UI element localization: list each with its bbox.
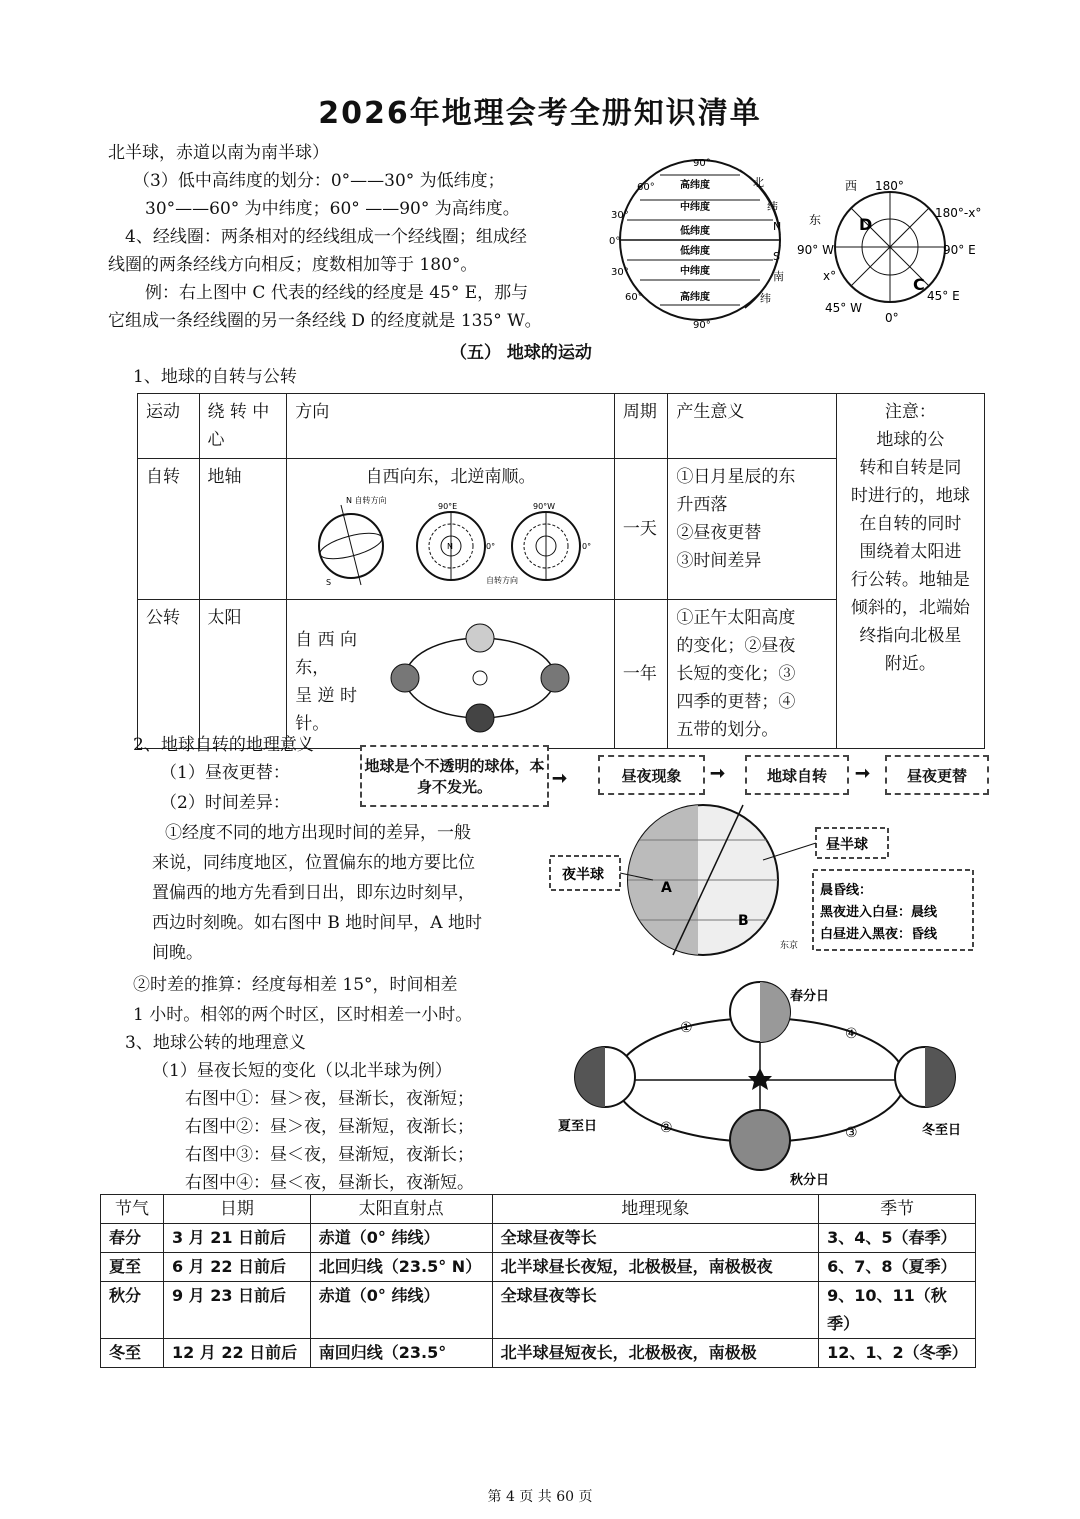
dusk-line-label: 白昼进入黑夜：昏线 — [820, 927, 938, 942]
row2-term: 夏至 — [101, 1253, 164, 1282]
th2-phenomenon: 地理现象 — [492, 1195, 819, 1224]
row3-term: 秋分 — [101, 1282, 164, 1339]
terminator-title: 晨昏线： — [820, 883, 873, 898]
th-direction: 方向 — [287, 394, 615, 459]
lon-label-d: D — [859, 215, 873, 234]
th-period: 周期 — [614, 394, 667, 459]
row4-phenomenon: 北半球昼短夜长，北极极夜，南极极 — [492, 1339, 819, 1368]
row2-date: 6 月 22 日前后 — [163, 1253, 310, 1282]
dawn-line-label: 黑夜进入白昼：晨线 — [820, 905, 938, 920]
intro-line-5: 线圈的两条经线方向相反；度数相加等于 180°。 — [108, 255, 478, 275]
lat-30n: 30° — [611, 210, 629, 221]
rev-motion: 公转 — [138, 600, 200, 749]
subheading-2-1: （1）昼夜更替： — [160, 763, 290, 783]
row3-point: 赤道（0° 纬线） — [310, 1282, 492, 1339]
flow-arrow-1: ➞ — [552, 768, 568, 789]
rot-n-label: N 自转方向 — [345, 496, 387, 505]
band-5: 中纬度 — [680, 266, 710, 277]
time-line-4: 西边时刻晚。如右图中 B 地时间早，A 地时 — [152, 913, 482, 933]
th2-season: 季节 — [819, 1195, 976, 1224]
lat-60n: 60° — [637, 182, 655, 193]
lon-right-top: 180°-x° — [935, 206, 982, 220]
band-3: 低纬度 — [680, 226, 710, 237]
globe-a: A — [661, 880, 672, 896]
orbit-summer: 夏至日 — [558, 1119, 598, 1134]
row4-season: 12、1、2（冬季） — [819, 1339, 976, 1368]
note-cell — [836, 394, 984, 749]
note-8: 终指向北极星 — [859, 626, 962, 646]
orbit-n4: ④ — [845, 1026, 858, 1042]
flow-arrow-3: ➞ — [855, 763, 871, 784]
orbit-winter: 冬至日 — [922, 1123, 962, 1138]
earth-orbit-diagram — [550, 972, 975, 1194]
rot-meaning-1: ①日月星辰的东 — [676, 467, 796, 487]
row2-season: 6、7、8（夏季） — [819, 1253, 976, 1282]
row1-point: 赤道（0° 纬线） — [310, 1224, 492, 1253]
rev-meaning-5: 五带的划分。 — [676, 720, 779, 740]
th2-point: 太阳直射点 — [310, 1195, 492, 1224]
page-title: 2026年地理会考全册知识清单 — [318, 96, 762, 131]
lon-top: 180° — [875, 179, 904, 193]
th2-date: 日期 — [163, 1195, 310, 1224]
rev-center: 太阳 — [199, 600, 287, 749]
rev-period: 一年 — [614, 600, 667, 749]
orbit-spring: 春分日 — [790, 989, 830, 1004]
rev-meaning-1: ①正午太阳高度 — [676, 608, 796, 628]
rot-s-label: S — [325, 578, 331, 586]
globe-tokyo: 东京 — [780, 941, 799, 951]
row3-date: 9 月 23 日前后 — [163, 1282, 310, 1339]
daylength-line-3: 右图中③：昼＜夜，昼渐短，夜渐长； — [185, 1145, 474, 1165]
rot-direction: 自西向东，北逆南顺。 — [365, 467, 536, 487]
row3-phenomenon: 全球昼夜等长 — [492, 1282, 819, 1339]
rot-zero-1: 0° — [485, 542, 495, 551]
lat-label-wei: 纬 — [767, 200, 778, 213]
note-6: 行公转。地轴是 — [850, 570, 970, 590]
note-2: 转和自转是同 — [859, 458, 962, 478]
row3-season: 9、10、11（秋季） — [819, 1282, 976, 1339]
subheading-2-2: （2）时间差异： — [160, 793, 290, 813]
rot-zero-2: 0° — [581, 542, 591, 551]
intro-line-2: （3）低中高纬度的划分：0°——30° 为低纬度； — [133, 171, 505, 191]
row1-phenomenon: 全球昼夜等长 — [492, 1224, 819, 1253]
note-7: 倾斜的，北端始 — [850, 598, 970, 618]
motion-table — [137, 393, 985, 749]
lon-left-x: x° — [823, 269, 837, 283]
rot-center: 地轴 — [199, 459, 287, 600]
row1-term: 春分 — [101, 1224, 164, 1253]
intro-line-1: 北半球，赤道以南为南半球） — [108, 143, 329, 163]
lat-label-nan: 南 — [773, 270, 784, 283]
lat-0: 0° — [609, 236, 621, 247]
lat-label-bei: 北 — [753, 176, 764, 189]
lon-east: 东 — [809, 213, 822, 227]
band-1: 高纬度 — [680, 180, 710, 191]
note-5: 围绕着太阳进 — [859, 542, 962, 562]
note-4: 在自转的同时 — [859, 514, 962, 534]
orbit-n3: ③ — [845, 1125, 858, 1141]
row2-point: 北回归线（23.5° N） — [310, 1253, 492, 1282]
time-line-2: 来说，同纬度地区，位置偏东的地方要比位 — [152, 853, 475, 873]
rot-direction-cell — [287, 459, 615, 600]
flow-box-1: 地球是个不透明的球体，本身不发光。 — [360, 745, 549, 807]
rot-meaning-3: ②昼夜更替 — [676, 523, 762, 543]
day-label: 昼半球 — [826, 837, 868, 853]
daylength-line-4: 右图中④：昼＜夜，昼渐长，夜渐短。 — [185, 1173, 474, 1193]
rot-period: 一天 — [614, 459, 667, 600]
rot-e-label: 90°E — [437, 502, 457, 511]
th-motion: 运动 — [138, 394, 200, 459]
rot-center-n: N — [446, 542, 453, 551]
th-center: 绕 转 中 心 — [199, 394, 287, 459]
rot-motion: 自转 — [138, 459, 200, 600]
lat-30s: 30° — [611, 267, 629, 278]
note-9: 附近。 — [884, 654, 936, 674]
section-heading: （五） 地球的运动 — [450, 343, 592, 363]
longitude-polar-diagram — [795, 172, 1025, 327]
rev-dir-4: 针。 — [295, 714, 330, 734]
solar-terms-table — [100, 1194, 976, 1368]
lon-bottom: 0° — [885, 311, 899, 325]
flow-box-4: 昼夜更替 — [885, 755, 989, 795]
rev-meaning-4: 四季的更替；④ — [676, 692, 796, 712]
intro-line-6: 例：右上图中 C 代表的经线的经度是 45° E，那与 — [145, 283, 529, 303]
page-footer: 第 4 页 共 60 页 — [487, 1489, 593, 1505]
lon-left-mid: 90° W — [797, 243, 834, 257]
time-line-1: ①经度不同的地方出现时间的差异，一般 — [165, 823, 471, 843]
intro-line-7: 它组成一条经线圈的另一条经线 D 的经度就是 135° W。 — [108, 311, 542, 331]
lat-top: 90° — [693, 158, 711, 169]
time-line-7: 1 小时。相邻的两个时区，区时相差一小时。 — [133, 1005, 473, 1025]
orbit-autumn: 秋分日 — [790, 1173, 830, 1188]
night-label: 夜半球 — [562, 867, 604, 883]
subheading-3-1: （1）昼夜长短的变化（以北半球为例） — [152, 1061, 452, 1081]
orbit-n2: ② — [660, 1120, 673, 1136]
row4-term: 冬至 — [101, 1339, 164, 1368]
lat-label-n: N — [773, 220, 782, 233]
lat-label-wei2: 纬 — [760, 292, 771, 305]
lon-bottom-left: 45° W — [825, 301, 862, 315]
lat-bottom: 90° — [693, 320, 711, 330]
rev-dir-2: 东， — [295, 658, 330, 678]
lon-bottom-right: 45° E — [927, 289, 960, 303]
lon-west: 西 — [845, 179, 858, 193]
subheading-2: 2、地球自转的地理意义 — [133, 735, 314, 755]
band-4: 低纬度 — [680, 246, 710, 257]
rot-w-label: 90°W — [532, 502, 555, 511]
flow-box-3: 地球自转 — [745, 755, 849, 795]
globe-b: B — [738, 913, 749, 929]
flow-box-2: 昼夜现象 — [598, 755, 705, 795]
flow-arrow-2: ➞ — [710, 763, 726, 784]
rev-meaning-2: 的变化；②昼夜 — [676, 636, 796, 656]
table-row — [101, 1224, 976, 1253]
time-line-6: ②时差的推算：经度每相差 15°，时间相差 — [133, 975, 458, 995]
rot-meaning-2: 升西落 — [676, 495, 728, 515]
rev-dir-1: 自 西 向 — [295, 630, 358, 650]
band-6: 高纬度 — [680, 292, 710, 303]
intro-line-3: 30°——60° 为中纬度；60° ——90° 为高纬度。 — [145, 199, 520, 219]
rot-meaning-cell — [668, 459, 836, 600]
subheading-1: 1、地球的自转与公转 — [133, 367, 297, 387]
note-head: 注意： — [884, 402, 936, 422]
rev-meaning-cell — [668, 600, 836, 749]
th2-term: 节气 — [101, 1195, 164, 1224]
band-2: 中纬度 — [680, 202, 710, 213]
daylength-line-2: 右图中②：昼＞夜，昼渐短，夜渐长； — [185, 1117, 474, 1137]
note-1: 地球的公 — [876, 430, 945, 450]
row2-phenomenon: 北半球昼长夜短，北极极昼，南极极夜 — [492, 1253, 819, 1282]
lon-right-mid: 90° E — [943, 243, 976, 257]
revolution-diagram — [390, 618, 580, 738]
th-meaning: 产生意义 — [668, 394, 836, 459]
intro-line-4: 4、经线圈：两条相对的经线组成一个经线圈；组成经 — [125, 227, 527, 247]
time-line-5: 间晚。 — [152, 943, 203, 963]
rot-dir-label: 自转方向 — [485, 576, 518, 585]
table-row — [101, 1339, 976, 1368]
subheading-3: 3、地球公转的地理意义 — [125, 1033, 306, 1053]
time-line-3: 置偏西的地方先看到日出，即东边时刻早， — [152, 883, 475, 903]
table-row — [101, 1282, 976, 1339]
row4-point: 南回归线（23.5° — [310, 1339, 492, 1368]
row1-date: 3 月 21 日前后 — [163, 1224, 310, 1253]
latitude-zones-diagram — [605, 150, 795, 330]
rev-meaning-3: 长短的变化；③ — [676, 664, 796, 684]
rot-meaning-4: ③时间差异 — [676, 551, 762, 571]
daylength-line-1: 右图中①：昼＞夜，昼渐长，夜渐短； — [185, 1089, 474, 1109]
day-night-globe-diagram — [548, 800, 980, 960]
lat-60s: 60° — [625, 292, 643, 303]
rev-dir-3: 呈 逆 时 — [295, 686, 358, 706]
rev-direction-text — [295, 604, 390, 738]
orbit-n1: ① — [680, 1020, 693, 1036]
rev-direction-cell — [287, 600, 615, 749]
note-3: 时进行的，地球 — [850, 486, 970, 506]
row1-season: 3、4、5（春季） — [819, 1224, 976, 1253]
table-row — [101, 1253, 976, 1282]
rotation-diagram — [306, 491, 596, 586]
lon-label-c: C — [913, 275, 925, 294]
row4-date: 12 月 22 日前后 — [163, 1339, 310, 1368]
lat-label-s: S — [773, 250, 780, 263]
